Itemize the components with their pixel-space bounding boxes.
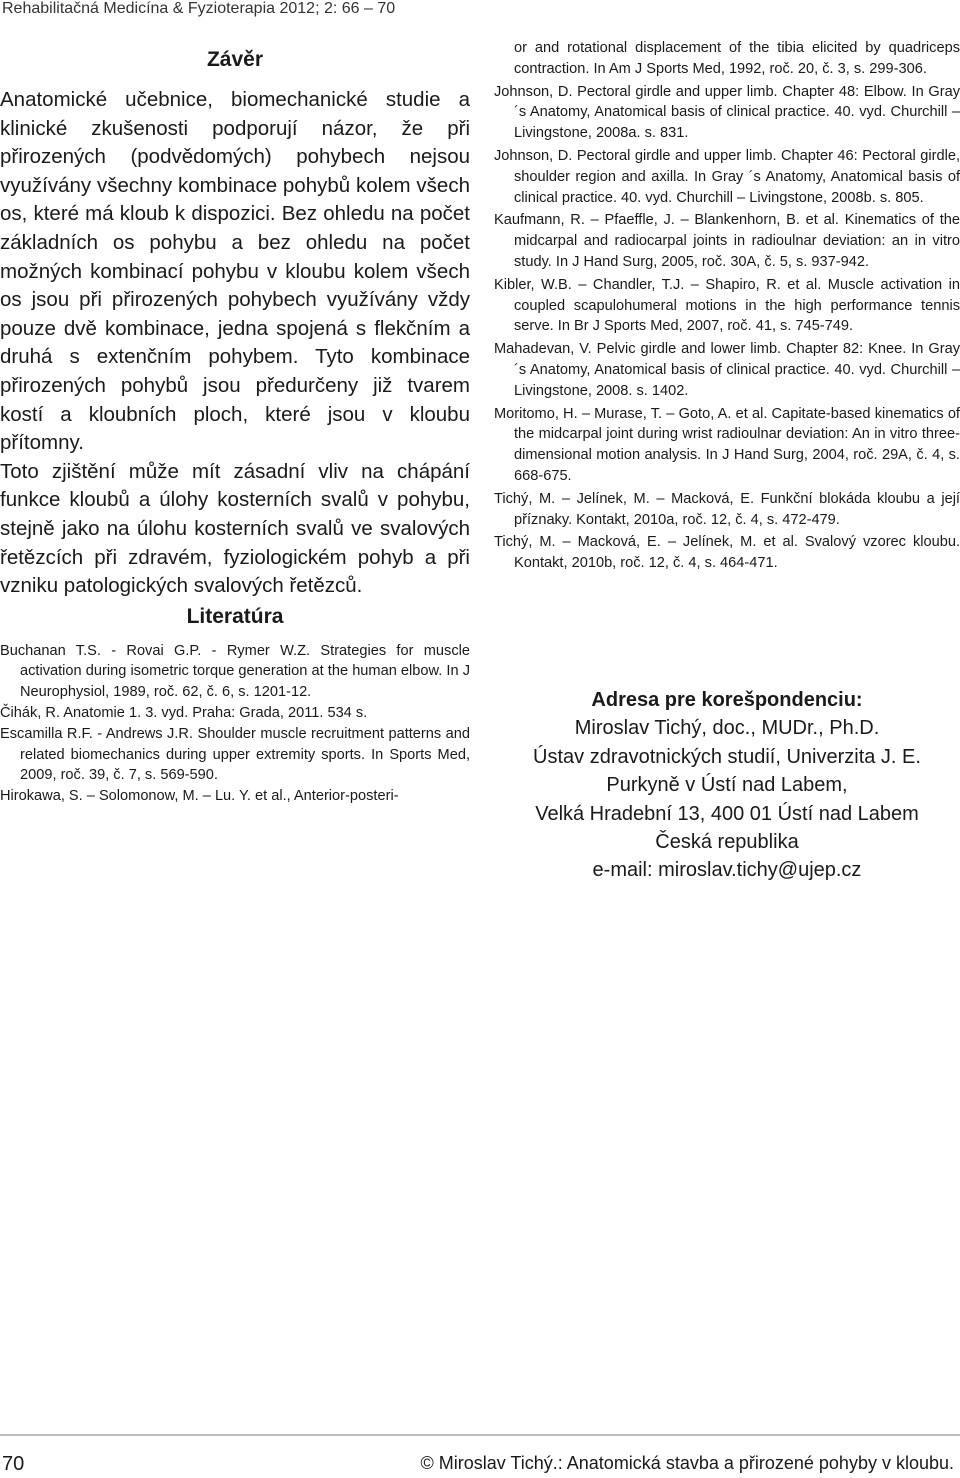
correspondence-line: Ústav zdravotnických studií, Univerzita J. E. Purkyně v Ústí nad Labem, — [533, 745, 921, 797]
literature-title: Literatúra — [186, 604, 284, 628]
reference-list-right — [494, 38, 960, 574]
footer-credit: © Miroslav Tichý.: Anatomická stavba a přirozené pohyby v kloubu. — [420, 1453, 954, 1473]
conclusion-paragraph: Anatomické učebnice, biomechanické studie a klinické zkušenosti podporují názor, že při přirozených (podvědomých) pohybech nejsou využívány všechny kombinace pohybů kolem všech os, které má kloub k dispozici. Bez ohledu na počet základních os pohybu a bez ohledu na počet možných kombinací pohybu v kloubu kolem všech os jsou při přirozených pohybech využívány vždy pouze dvě kombinace, jedna spojená s flekčním a druhá s extenčním pohybem. Tyto kombinace přirozených pohybů jsou předurčeny již tvarem kostí a kloubních ploch, které jsou v kloubu přítomny. — [0, 88, 470, 455]
reference-list-left — [0, 641, 470, 807]
correspondence-line: Česká republika — [655, 831, 799, 854]
footer-divider — [0, 1434, 960, 1436]
correspondence-title: Adresa pre korešpondenciu: — [591, 689, 863, 711]
correspondence-line: Velká Hradební 13, 400 01 Ústí nad Labem — [535, 802, 919, 825]
correspondence-address — [494, 686, 960, 885]
conclusion-title: Závěr — [206, 48, 264, 71]
reference-continuation: or and rotational displacement of the tibia elicited by quadriceps contraction. In Am J Sports Med, 1992, roč. 20, č. 3, s. 299-306. — [514, 40, 960, 77]
page-number: 70 — [2, 1453, 25, 1475]
reference-item: Moritomo, H. – Murase, T. – Goto, A. et al. Capitate-based kinematics of the midcarpal joint during wrist radioulnar deviation: An in vitro three-dimensional motion analysis. In J Hand Surg, 2004, roč. 29A, č. 4, s. 668-675. — [494, 405, 960, 484]
reference-item: Johnson, D. Pectoral girdle and upper limb. Chapter 46: Pectoral girdle, shoulder region and axilla. In Gray ´s Anatomy, Anatomical basis of clinical practice. 40. vyd. Churchill – Livingstone, 2008b. s. 805. — [494, 147, 960, 206]
reference-item: Buchanan T.S. - Rovai G.P. - Rymer W.Z. Strategies for muscle activation during isometric torque generation at the human elbow. In J Neurophysiol, 1989, roč. 62, č. 6, s. 1201-12. — [0, 642, 470, 701]
reference-item: Tichý, M. – Macková, E. – Jelínek, M. et al. Svalový vzorec kloubu. Kontakt, 2010b, roč. 12, č. 4, s. 464-471. — [494, 534, 960, 572]
reference-item: Tichý, M. – Jelínek, M. – Macková, E. Funkční blokáda kloubu a její příznaky. Kontakt, 2010a, roč. 12, č. 4, s. 472-479. — [494, 490, 960, 528]
reference-item: Escamilla R.F. - Andrews J.R. Shoulder muscle recruitment patterns and related biomechanics during upper extremity sports. In Sports Med, 2009, roč. 39, č. 7, s. 569-590. — [0, 725, 470, 784]
reference-item: Kaufmann, R. – Pfaeffle, J. – Blankenhorn, B. et al. Kinematics of the midcarpal and radiocarpal joints in radioulnar deviation: an in vitro study. In J Hand Surg, 2005, roč. 30A, č. 5, s. 937-942. — [494, 212, 960, 270]
reference-item: Hirokawa, S. – Solomonow, M. – Lu. Y. et al., Anterior-posteri- — [0, 788, 399, 805]
conclusion-body — [0, 86, 470, 601]
left-column — [0, 44, 470, 807]
correspondence-email[interactable]: e-mail: miroslav.tichy@ujep.cz — [592, 859, 862, 882]
reference-item: Čihák, R. Anatomie 1. 3. vyd. Praha: Grada, 2011. 534 s. — [0, 705, 368, 722]
reference-item: Johnson, D. Pectoral girdle and upper limb. Chapter 48: Elbow. In Gray ´s Anatomy, Anatomical basis of clinical practice. 40. vyd. Churchill – Livingstone, 2008a. s. 831. — [494, 83, 960, 142]
conclusion-paragraph: Toto zjištění může mít zásadní vliv na chápání funkce kloubů a úlohy kosterních svalů v pohybu, stejně jako na úlohu kosterních svalů ve svalových řetězcích při zdravém, fyziologickém pohyb a při vzniku patologických svalových řetězců. — [0, 459, 470, 598]
reference-item: Mahadevan, V. Pelvic girdle and lower limb. Chapter 82: Knee. In Gray ´s Anatomy, Anatomical basis of clinical practice. 40. vyd. Churchill – Livingstone, 2008. s. 1402. — [494, 341, 960, 399]
running-head: Rehabilitačná Medicína & Fyzioterapia 2012; 2: 66 – 70 — [2, 0, 396, 17]
reference-item: Kibler, W.B. – Chandler, T.J. – Shapiro, R. et al. Muscle activation in coupled scapulohumeral motions in the high performance tennis serve. In Br J Sports Med, 2007, roč. 41, s. 745-749. — [494, 276, 960, 335]
correspondence-line: Miroslav Tichý, doc., MUDr., Ph.D. — [574, 717, 880, 740]
right-column — [494, 38, 960, 576]
